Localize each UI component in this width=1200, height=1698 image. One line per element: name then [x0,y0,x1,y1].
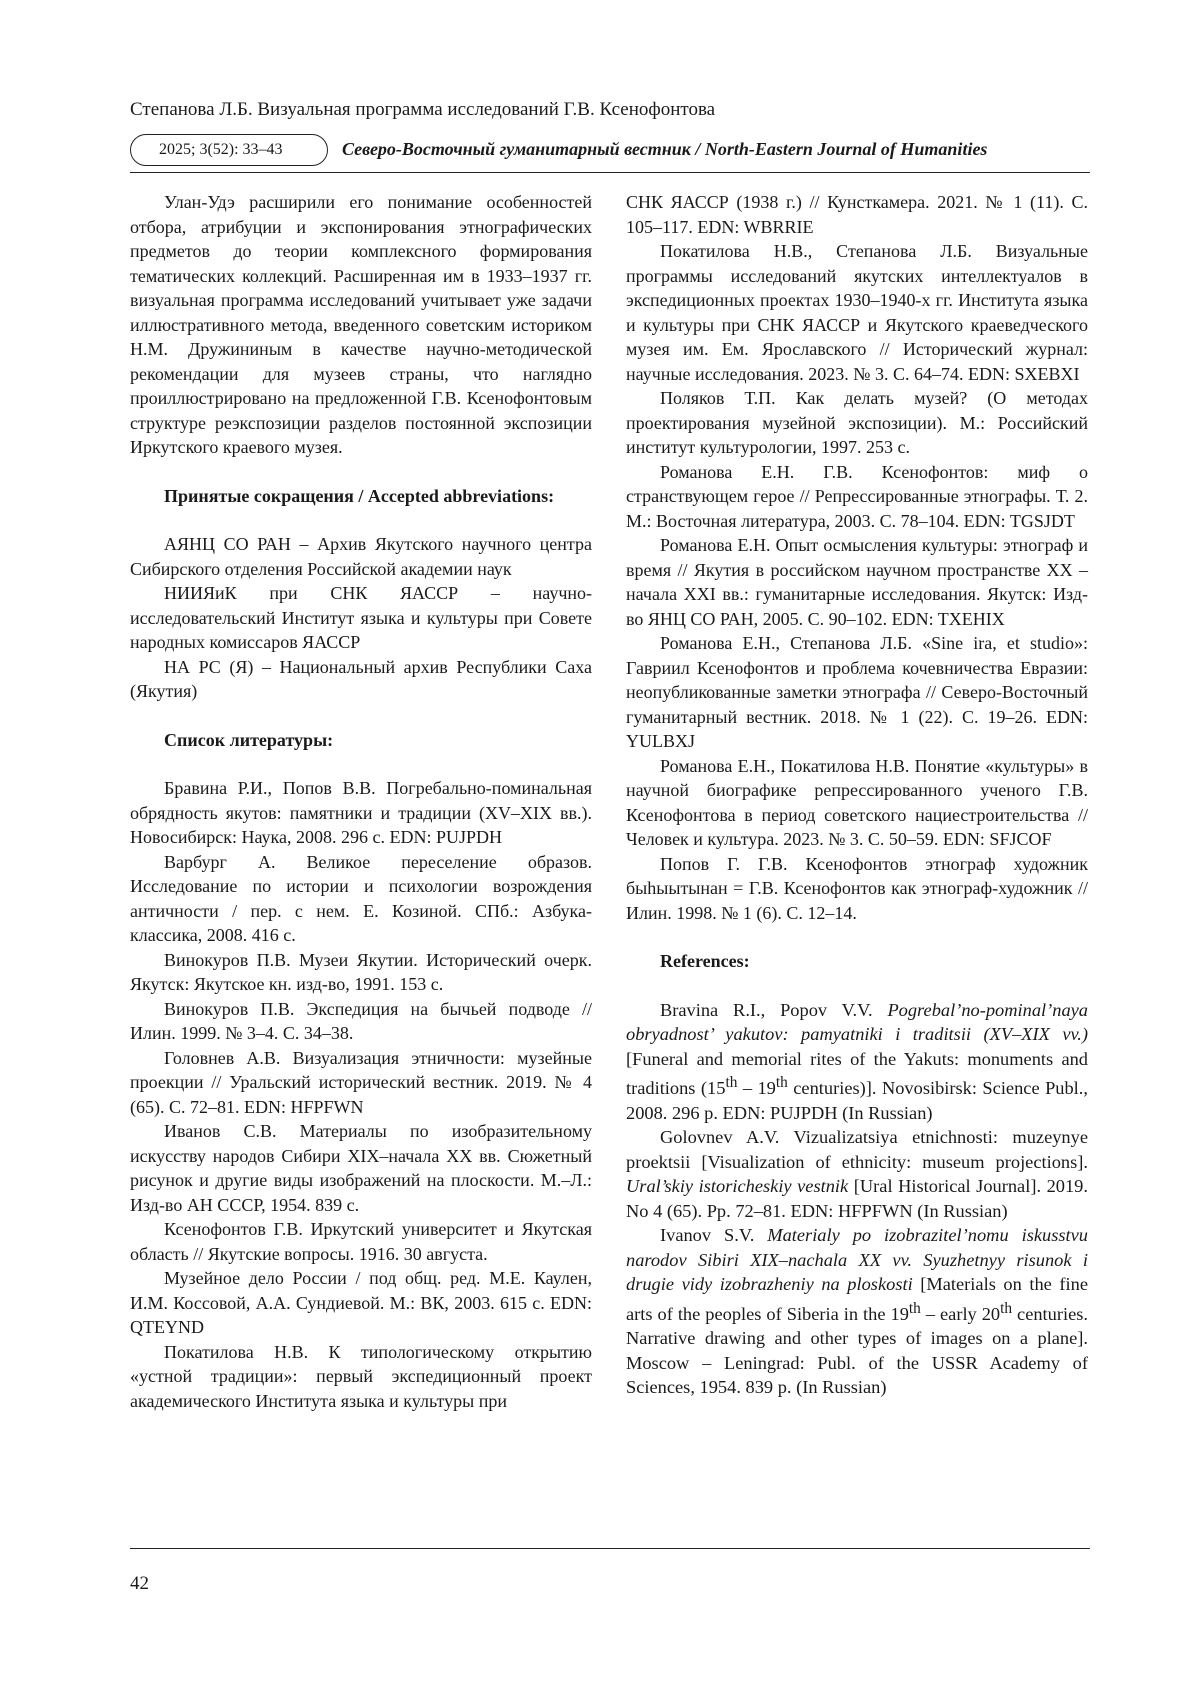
ref-superscript: th [725,1074,738,1091]
reference-item: Романова Е.Н., Степанова Л.Б. «Sine ira, et studio»: Гавриил Ксенофонтов и проблема кочевничества Евразии: неопубликованные заметки этнографа // Северо-Восточный гуманитарный вестник. 2018. № 1 (22). С. 19–26. EDN: YULBXJ [626,633,1088,751]
ref-superscript: th [908,1299,921,1317]
ref-superscript: th [775,1074,788,1091]
reference-item: Покатилова Н.В., Степанова Л.Б. Визуальные программы исследований якутских интеллектуалов в экспедиционных проектах 1930–1940-х гг. Института языка и культуры при СНК ЯАССР и Якутского краеведческого музея им. Ем. Ярославского // Исторический журнал: научные исследования. 2023. № 3. С. 64–74. EDN: SXEBXI [626,241,1088,384]
reference-item: Романова Е.Н. Опыт осмысления культуры: этнограф и время // Якутия в российском научном пространстве XX – начала XXI вв.: гуманитарные исследования. Якутск: Изд-во ЯНЦ СО РАН, 2005. С. 90–102. EDN: TXEHIX [626,535,1088,629]
reference-item-continued: СНК ЯАССР (1938 г.) // Кунсткамера. 2021. № 1 (11). С. 105–117. EDN: WBRRIE [626,192,1088,237]
english-reference-item [626,998,1088,1126]
page-number: 42 [130,1573,149,1594]
issue-badge: 2025; 3(52): 33–43 [130,134,328,166]
reference-item: Бравина Р.И., Попов В.В. Погребально-поминальная обрядность якутов: памятники и традиции (XV–XIX вв.). Новосибирск: Наука, 2008. 296 с. EDN: PUJPDH [130,778,592,847]
reference-item: Винокуров П.В. Экспедиция на бычьей подводе // Илин. 1999. № 3–4. С. 34–38. [130,998,592,1043]
ref-translation: [Funeral and memorial rites of the Yakuts: monuments and traditions (15 [626,1048,1088,1099]
ref-translation: – 19 [737,1078,776,1099]
abbreviation-item: НИИЯиК при СНК ЯАССР – научно-исследовательский Институт языка и культуры при Совете народных комиссаров ЯАССР [130,583,592,652]
reference-item: Романова Е.Н. Г.В. Ксенофонтов: миф о странствующем герое // Репрессированные этнографы. Т. 2. М.: Восточная литература, 2003. С. 78–104. EDN: TGSJDT [626,461,1088,531]
reference-item: Музейное дело России / под общ. ред. М.Е. Каулен, И.М. Коссовой, А.А. Сундиевой. М.: ВК, 2003. 615 с. EDN: QTEYND [130,1268,592,1337]
running-head-author: Степанова Л.Б. Визуальная программа исследований Г.В. Ксенофонтова [130,99,716,120]
reference-item: Винокуров П.В. Музеи Якутии. Исторический очерк. Якутск: Якутское кн. изд-во, 1991. 153 с. [130,949,592,994]
intro-paragraph: Улан-Удэ расширили его понимание особенностей отбора, атрибуции и экспонирования этнографических предметов до теории комплексного формирования тематических коллекций. Расширенная им в 1933–1937 гг. визуальная программа исследований учитывает уже задачи иллюстративного метода, введенного советским историком Н.М. Дружининым в качестве научно-методической рекомендации для музеев страны, что наглядно проиллюстрировано на предложенной Г.В. Ксенофонтовым структуре реэкспозиции разделов постоянной экспозиции Иркутского краевого музея. [130,192,592,457]
reference-item: Попов Г. Г.В. Ксенофонтов этнограф художник быһыытынан = Г.В. Ксенофонтов как этнограф-художник // Илин. 1998. № 1 (6). С. 12–14. [626,853,1088,923]
reference-item: Романова Е.Н., Покатилова Н.В. Понятие «культуры» в научной биографике репрессированного ученого Г.В. Ксенофонтова в период советского нациестроительства // Человек и культура. 2023. № 3. С. 50–59. EDN: SFJCOF [626,755,1088,849]
reference-item: Поляков Т.П. Как делать музей? (О методах проектирования музейной экспозиции). М.: Российский институт культурологии, 1997. 253 с. [626,388,1088,457]
reference-item: Покатилова Н.В. К типологическому открытию «устной традиции»: первый экспедиционный проект академического Института языка и культуры при [130,1341,592,1411]
ref-title: Pogrebal’no-pominal’naya obryadnost’ yakutov: pamyatniki i traditsii (XV–XIX vv.) [626,999,1088,1044]
ref-journal: Ural’skiy istoricheskiy vestnik [626,1176,849,1197]
reference-item: Головнев А.В. Визуализация этничности: музейные проекции // Уральский исторический вестник. 2019. № 4 (65). С. 72–81. EDN: HFPFWN [130,1047,592,1117]
ref-body: Golovnev A.V. Vizualizatsiya etnichnosti: muzeynye proektsii [Visualization of ethnicity: museum projections]. [626,1127,1088,1172]
ref-translation: – early 20 [920,1303,1001,1324]
abbreviations-heading: Принятые сокращения / Accepted abbreviations: [164,485,555,506]
header-rule [130,172,1090,173]
abbreviation-item: АЯНЦ СО РАН – Архив Якутского научного центра Сибирского отделения Российской академии наук [130,534,592,579]
references-heading: References: [660,951,750,971]
reference-item: Варбург А. Великое переселение образов. Исследование по истории и психологии возрождения античности / пер. с нем. Е. Козиной. СПб.: Азбука-классика, 2008. 416 с. [130,851,592,945]
ref-superscript: th [1000,1299,1013,1317]
reference-item: Ксенофонтов Г.В. Иркутский университет и Якутская область // Якутские вопросы. 1916. 30 августа. [130,1219,592,1264]
reference-item: Иванов С.В. Материалы по изобразительному искусству народов Сибири XIX–начала XX вв. Сюжетный рисунок и другие виды изображений на плоскости. М.–Л.: Изд-во АН СССР, 1954. 839 с. [130,1121,592,1215]
ref-publication: [Ural Historical Journal]. 2019. No 4 (65). Pp. 72–81. EDN: HFPFWN (In Russian) [626,1176,1088,1221]
left-column [130,190,592,1413]
ref-authors: Bravina R.I., Popov V.V. [660,999,888,1020]
footer-rule [130,1548,1090,1549]
ref-publication: centuries. Narrative drawing and other types of images on a plane]. Moscow – Leningrad: Publ. of the USSR Academy of Sciences, 1954. 839 p. (In Russian) [626,1303,1089,1398]
right-column [626,190,1088,1400]
english-reference-item [626,1223,1088,1400]
journal-title: Северо-Восточный гуманитарный вестник / North-Eastern Journal of Humanities [342,139,988,159]
ref-publication: centuries)]. Novosibirsk: Science Publ., 2008. 296 p. EDN: PUJPDH (In Russian) [626,1078,1088,1123]
english-reference-item [626,1125,1088,1223]
ref-title: Materialy po izobrazitel’nomu iskusstvu narodov Sibiri XIX–nachala XX vv. Syuzhetnyy risunok i drugie vidy izobrazheniy na ploskosti [626,1225,1088,1295]
ref-authors: Ivanov S.V. [660,1225,768,1246]
literature-heading: Список литературы: [164,729,334,750]
abbreviation-item: НА РС (Я) – Национальный архив Республики Саха (Якутия) [130,656,592,701]
ref-translation: [Materials on the fine arts of the peoples of Siberia in the 19 [626,1274,1089,1324]
